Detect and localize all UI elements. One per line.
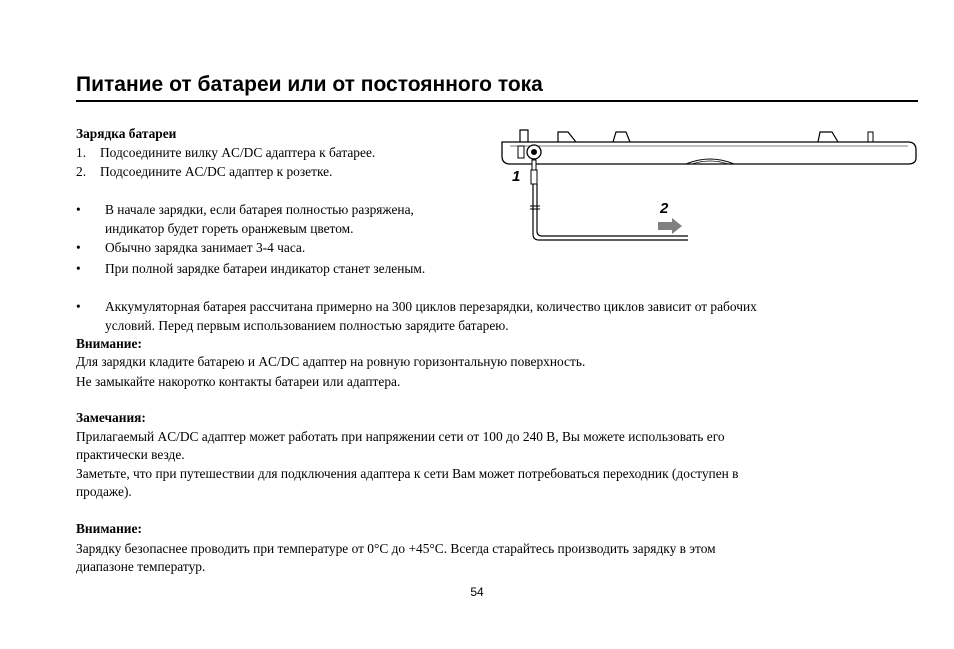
warning-line: Для зарядки кладите батарею и AC/DC адаптер на ровную горизонтальную поверхность.	[76, 354, 586, 369]
warning-line: Не замыкайте накоротко контакты батареи или адаптера.	[76, 374, 401, 389]
step-text: Подсоедините AC/DC адаптер к розетке.	[100, 164, 333, 179]
battery-tab	[558, 132, 576, 142]
notes-heading: Замечания:	[76, 410, 146, 425]
warning-heading: Внимание:	[76, 521, 142, 536]
dc-plug-body	[531, 170, 537, 184]
section-heading-charging: Зарядка батареи	[76, 126, 177, 141]
bullet-item	[76, 259, 425, 278]
page-number: 54	[470, 585, 484, 599]
bullet-text-cont: индикатор будет гореть оранжевым цветом.	[105, 221, 354, 236]
step-number: 1.	[76, 145, 87, 160]
bullet-text: Аккумуляторная батарея рассчитана примерно на 300 циклов перезарядки, количество циклов зависит от рабочих	[105, 299, 757, 314]
bullet-item	[76, 238, 305, 257]
bullet-icon: •	[76, 202, 81, 217]
battery-tab	[520, 130, 528, 142]
battery-indicator	[868, 132, 873, 142]
bullet-item	[76, 200, 414, 238]
step-text: Подсоедините вилку AC/DC адаптера к батарее.	[100, 145, 376, 160]
dc-socket-pin	[531, 149, 537, 155]
warning-heading: Внимание:	[76, 336, 142, 351]
battery-tab	[818, 132, 838, 142]
bullet-icon: •	[76, 240, 81, 255]
bullet-text: Обычно зарядка занимает 3-4 часа.	[105, 240, 306, 255]
bullet-item	[76, 297, 757, 335]
battery-tab	[613, 132, 630, 142]
bullet-icon: •	[76, 261, 81, 276]
warning-line: Зарядку безопаснее проводить при температуре от 0°C до +45°C. Всегда старайтесь производить зарядку в этом	[76, 541, 716, 556]
battery-charging-figure	[498, 122, 918, 242]
step-number: 2.	[76, 164, 87, 179]
dc-plug	[532, 160, 536, 170]
step-2	[76, 162, 332, 181]
notes-line: практически везде.	[76, 447, 185, 462]
bullet-text: В начале зарядки, если батарея полностью разряжена,	[105, 202, 414, 217]
page-title: Питание от батареи или от постоянного тока	[76, 72, 918, 102]
arrow-right-icon	[658, 218, 682, 234]
bullet-text: При полной зарядке батареи индикатор станет зеленым.	[105, 261, 426, 276]
battery-illustration	[498, 122, 918, 242]
bullet-text-cont: условий. Перед первым использованием полностью зарядите батарею.	[105, 318, 509, 333]
notes-line: продаже).	[76, 484, 132, 499]
notes-line: Прилагаемый AC/DC адаптер может работать при напряжении сети от 100 до 240 В, Вы можете использовать его	[76, 429, 725, 444]
figure-label-2: 2	[660, 200, 669, 217]
bullet-icon: •	[76, 299, 81, 314]
warning-line: диапазоне температур.	[76, 559, 206, 574]
notes-line: Заметьте, что при путешествии для подключения адаптера к сети Вам может потребоваться переходник (доступен в	[76, 466, 739, 481]
step-1	[76, 143, 375, 162]
figure-label-1: 1	[512, 168, 521, 185]
